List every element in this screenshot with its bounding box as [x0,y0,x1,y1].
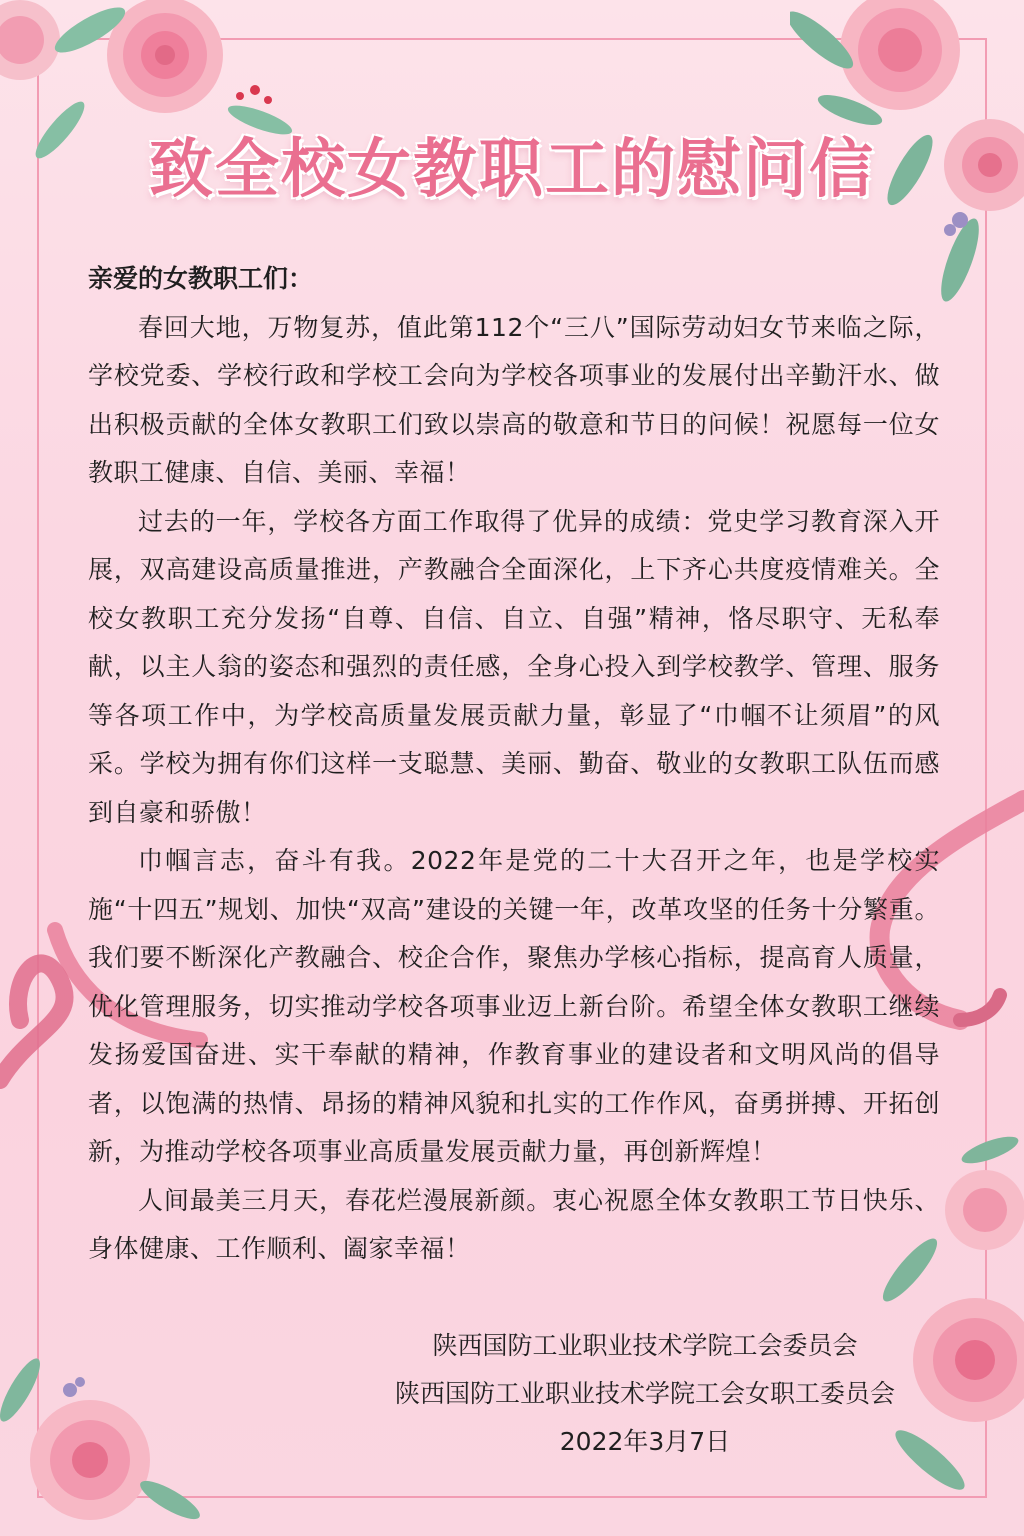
letter-body [88,255,940,1274]
signature-org-2: 陕西国防工业职业技术学院工会女职工委员会 [394,1379,895,1408]
rose-flower-icon [0,0,60,80]
signature-block [360,1322,930,1466]
rose-flower-icon [945,1170,1024,1250]
signature-date: 2022年3月7日 [559,1427,731,1456]
paragraph-3: 巾帼言志，奋斗有我。2022年是党的二十大召开之年，也是学校实施“十四五”规划、加快“双高”建设的关键一年，改革攻坚的任务十分繁重。我们要不断深化产教融合、校企合作，聚焦办学核心指标，提高育人质量，优化管理服务，切实推动学校各项事业迈上新台阶。希望全体女教职工继续发扬爱国奋进、实干奉献的精神，作教育事业的建设者和文明风尚的倡导者，以饱满的热情、昂扬的精神风貌和扎实的工作作风，奋勇拼搏、开拓创新，为推动学校各项事业高质量发展贡献力量，再创新辉煌！ [88,846,940,1166]
signature-org-1: 陕西国防工业职业技术学院工会委员会 [432,1331,858,1360]
paragraph-2: 过去的一年，学校各方面工作取得了优异的成绩：党史学习教育深入开展，双高建设高质量推进，产教融合全面深化，上下齐心共度疫情难关。全校女教职工充分发扬“自尊、自信、自立、自强”精神，恪尽职守、无私奉献，以主人翁的姿态和强烈的责任感，全身心投入到学校教学、管理、服务等各项工作中，为学校高质量发展贡献力量，彰显了“巾帼不让须眉”的风采。学校为拥有你们这样一支聪慧、美丽、勤奋、敬业的女教职工队伍而感到自豪和骄傲！ [88,506,940,827]
salutation: 亲爱的女教职工们： [88,264,314,293]
rose-flower-icon [107,0,223,113]
bottom-left-flowers [0,1350,200,1536]
rose-flower-icon [840,0,960,110]
paragraph-1: 春回大地，万物复苏，值此第112个“三八”国际劳动妇女节来临之际，学校党委、学校行政和学校工会向为学校各项事业的发展付出辛勤汗水、做出积极贡献的全体女教职工们致以崇高的敬意和节日的问候！祝愿每一位女教职工健康、自信、美丽、幸福！ [88,312,940,487]
rose-flower-icon [30,1400,150,1520]
paragraph-4: 人间最美三月天，春花烂漫展新颜。衷心祝愿全体女教职工节日快乐、身体健康、工作顺利、阖家幸福！ [88,1185,940,1263]
page-title: 致全校女教职工的慰问信 [149,133,875,207]
